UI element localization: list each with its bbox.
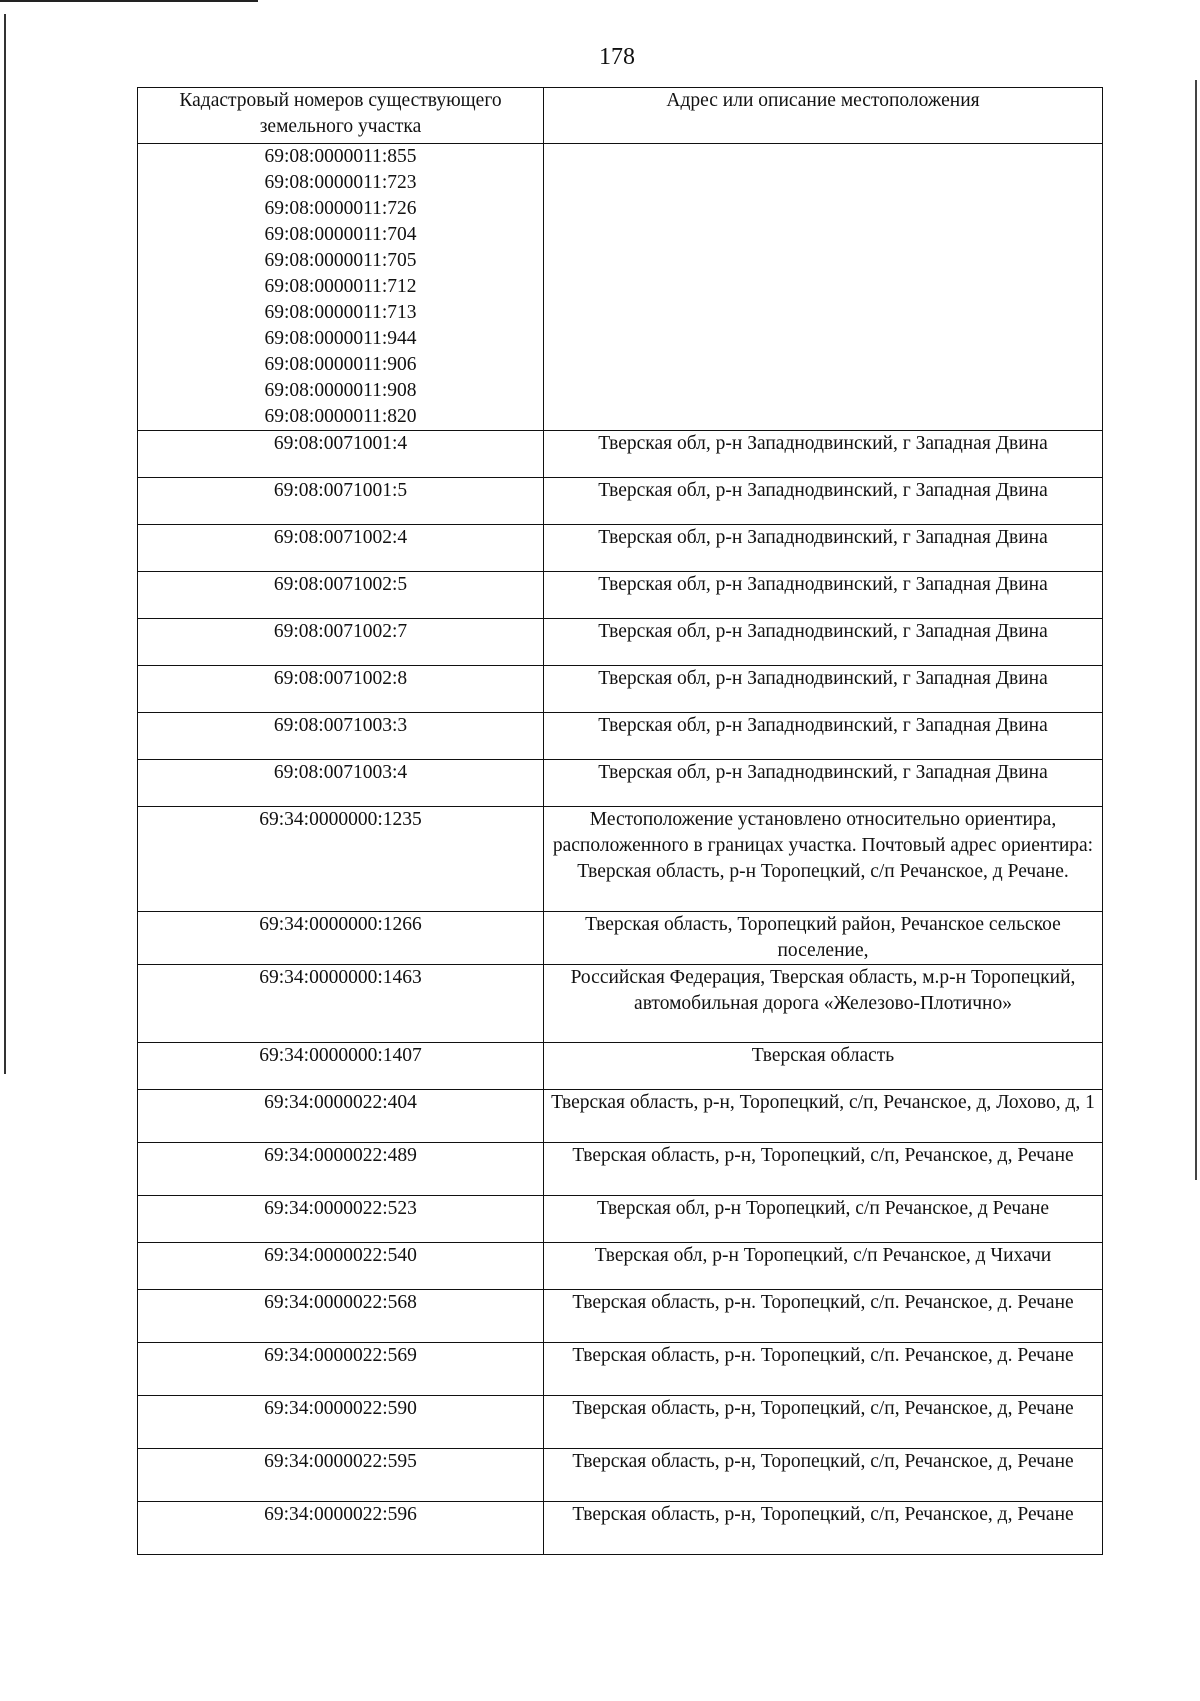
- cadastral-code-cell: 69:08:0071002:5: [138, 572, 544, 619]
- cadastral-code: 69:08:0000011:906: [264, 354, 417, 375]
- table-row: [138, 525, 1103, 572]
- table-row: [138, 1090, 1103, 1143]
- table-row: [138, 1043, 1103, 1090]
- table-row: [138, 666, 1103, 713]
- cadastral-code-cell: 69:34:0000000:1463: [138, 965, 544, 1043]
- cadastral-code: 69:08:0000011:908: [264, 380, 417, 401]
- cadastral-code: 69:08:0000011:712: [264, 276, 417, 297]
- address-cell: Тверская обл, р-н Западнодвинский, г Западная Двина: [544, 713, 1103, 760]
- address-cell: Тверская обл, р-н Западнодвинский, г Западная Двина: [544, 431, 1103, 478]
- address-cell: Тверская область, Торопецкий район, Речанское сельское поселение,: [544, 912, 1103, 965]
- cadastral-code-cell: 69:34:0000000:1407: [138, 1043, 544, 1090]
- address-cell: Российская Федерация, Тверская область, м.р-н Торопецкий, автомобильная дорога «Железово-Плотично»: [544, 965, 1103, 1043]
- header-cadastral-number: Кадастровый номеров существующего земельного участка: [138, 88, 544, 144]
- address-cell: Тверская область, р-н, Торопецкий, с/п, Речанское, д, Речане: [544, 1449, 1103, 1502]
- table-row: [138, 1196, 1103, 1243]
- cadastral-table: [137, 87, 1103, 1555]
- cadastral-code: 69:08:0000011:944: [264, 328, 417, 349]
- address-cell: Тверская область, р-н, Торопецкий, с/п, Речанское, д, Речане: [544, 1502, 1103, 1555]
- table-row: [138, 572, 1103, 619]
- cadastral-code-cell: 69:34:0000022:489: [138, 1143, 544, 1196]
- cadastral-codes-cell: [138, 144, 544, 431]
- cadastral-code-cell: 69:34:0000022:404: [138, 1090, 544, 1143]
- table-row: [138, 1343, 1103, 1396]
- table-row: [138, 619, 1103, 666]
- cadastral-code-cell: 69:34:0000000:1266: [138, 912, 544, 965]
- address-cell: Тверская обл, р-н Торопецкий, с/п Речанское, д Речане: [544, 1196, 1103, 1243]
- cadastral-code: 69:08:0000011:704: [264, 224, 417, 245]
- scan-artifact-top-line: [0, 0, 258, 2]
- cadastral-code: 69:08:0000011:820: [264, 406, 417, 427]
- table-row: [138, 478, 1103, 525]
- cadastral-code-cell: 69:34:0000022:568: [138, 1290, 544, 1343]
- address-cell: Тверская область: [544, 1043, 1103, 1090]
- address-cell: [544, 144, 1103, 431]
- page-number: 178: [599, 44, 635, 70]
- cadastral-code-cell: 69:34:0000022:596: [138, 1502, 544, 1555]
- table-row: [138, 1243, 1103, 1290]
- table-row: [138, 912, 1103, 965]
- table-row: [138, 1396, 1103, 1449]
- cadastral-code: 69:08:0000011:726: [264, 198, 417, 219]
- address-cell: Тверская обл, р-н Торопецкий, с/п Речанское, д Чихачи: [544, 1243, 1103, 1290]
- scan-artifact-right-edge: [1195, 80, 1197, 1180]
- cadastral-code-cell: 69:34:0000022:595: [138, 1449, 544, 1502]
- address-cell: Тверская обл, р-н Западнодвинский, г Западная Двина: [544, 619, 1103, 666]
- address-cell: Тверская область, р-н, Торопецкий, с/п, Речанское, д, Речане: [544, 1396, 1103, 1449]
- cadastral-code: 69:08:0000011:713: [264, 302, 417, 323]
- cadastral-code-cell: 69:34:0000022:590: [138, 1396, 544, 1449]
- address-cell: Тверская обл, р-н Западнодвинский, г Западная Двина: [544, 666, 1103, 713]
- cadastral-code-cell: 69:08:0071003:4: [138, 760, 544, 807]
- cadastral-code: 69:08:0000011:855: [264, 146, 417, 167]
- table-row: [138, 760, 1103, 807]
- address-cell: Тверская область, р-н, Торопецкий, с/п, Речанское, д, Лохово, д, 1: [544, 1090, 1103, 1143]
- table-row: [138, 965, 1103, 1043]
- cadastral-code-cell: 69:08:0071001:4: [138, 431, 544, 478]
- cadastral-code: 69:08:0000011:723: [264, 172, 417, 193]
- table-row: [138, 431, 1103, 478]
- table-row: [138, 1143, 1103, 1196]
- address-cell: Местоположение установлено относительно ориентира, расположенного в границах участка. Почтовый адрес ориентира: Тверская область, р-н Торопецкий, с/п Речанское, д Речане.: [544, 807, 1103, 912]
- address-cell: Тверская область, р-н, Торопецкий, с/п, Речанское, д, Речане: [544, 1143, 1103, 1196]
- cadastral-code-cell: 69:34:0000022:540: [138, 1243, 544, 1290]
- table-row: [138, 1502, 1103, 1555]
- table-row: [138, 1290, 1103, 1343]
- cadastral-code-cell: 69:08:0071002:4: [138, 525, 544, 572]
- scan-artifact-left-edge: [4, 14, 6, 1074]
- table-header-row: [138, 88, 1103, 144]
- table-row: [138, 713, 1103, 760]
- address-cell: Тверская область, р-н. Торопецкий, с/п. Речанское, д. Речане: [544, 1343, 1103, 1396]
- cadastral-code-cell: 69:08:0071002:8: [138, 666, 544, 713]
- cadastral-code-cell: 69:34:0000022:523: [138, 1196, 544, 1243]
- table-row: [138, 807, 1103, 912]
- address-cell: Тверская обл, р-н Западнодвинский, г Западная Двина: [544, 572, 1103, 619]
- address-cell: Тверская область, р-н. Торопецкий, с/п. Речанское, д. Речане: [544, 1290, 1103, 1343]
- cadastral-code-cell: 69:34:0000000:1235: [138, 807, 544, 912]
- address-cell: Тверская обл, р-н Западнодвинский, г Западная Двина: [544, 760, 1103, 807]
- cadastral-code: 69:08:0000011:705: [264, 250, 417, 271]
- address-cell: Тверская обл, р-н Западнодвинский, г Западная Двина: [544, 478, 1103, 525]
- cadastral-code-cell: 69:08:0071001:5: [138, 478, 544, 525]
- table-row-group: [138, 144, 1103, 431]
- table-row: [138, 1449, 1103, 1502]
- cadastral-code-cell: 69:08:0071003:3: [138, 713, 544, 760]
- cadastral-code-cell: 69:34:0000022:569: [138, 1343, 544, 1396]
- address-cell: Тверская обл, р-н Западнодвинский, г Западная Двина: [544, 525, 1103, 572]
- header-address: Адрес или описание местоположения: [544, 88, 1103, 144]
- cadastral-code-cell: 69:08:0071002:7: [138, 619, 544, 666]
